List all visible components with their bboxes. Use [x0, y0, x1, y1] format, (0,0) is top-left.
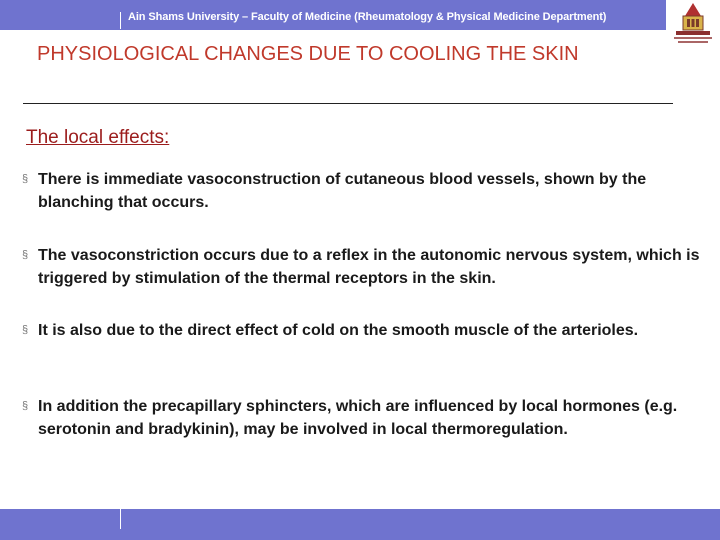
slide-title: PHYSIOLOGICAL CHANGES DUE TO COOLING THE SKIN: [37, 43, 579, 65]
institution-header: Ain Shams University – Faculty of Medicine (Rheumatology & Physical Medicine Department): [128, 11, 607, 23]
bottom-banner: [0, 509, 720, 540]
bottom-divider: [120, 509, 121, 529]
bullet-marker-icon: §: [22, 324, 29, 336]
top-divider: [120, 12, 121, 29]
bullet-text: There is immediate vasoconstruction of cutaneous blood vessels, shown by the blanching that occurs.: [38, 171, 647, 211]
university-logo-icon: [666, 0, 720, 46]
bullet-text: The vasoconstriction occurs due to a reflex in the autonomic nervous system, which is triggered by stimulation of the thermal receptors in the skin.: [38, 247, 700, 287]
bullet-text: It is also due to the direct effect of cold on the smooth muscle of the arterioles.: [38, 322, 639, 339]
bullet-marker-icon: §: [22, 249, 29, 261]
bullet-marker-icon: §: [22, 400, 29, 412]
bullet-text: In addition the precapillary sphincters, which are influenced by local hormones (e.g. serotonin and bradykinin), may be involved in local thermoregulation.: [38, 398, 678, 438]
title-divider: [23, 103, 673, 104]
bullet-marker-icon: §: [22, 173, 29, 185]
section-heading: The local effects:: [26, 127, 170, 148]
